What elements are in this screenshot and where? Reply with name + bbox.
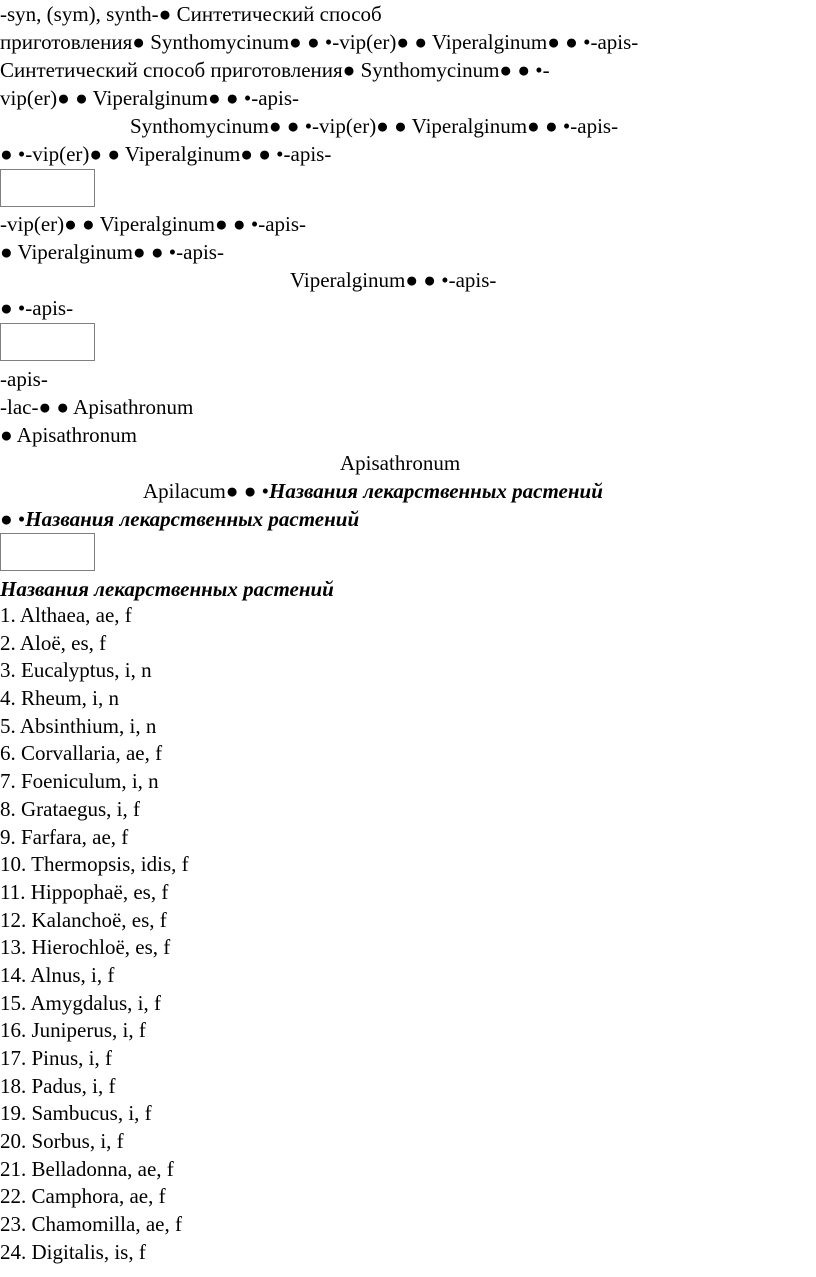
list-item: 5. Absinthium, i, n: [0, 713, 157, 738]
plant-list: [0, 602, 189, 1267]
list-item: 1. Althaea, ae, f: [0, 603, 132, 627]
fragment-line-3: Синтетический способ приготовления● Synthomycinum● ● •-: [0, 58, 550, 82]
list-item: 10. Thermopsis, idis, f: [0, 852, 189, 877]
fragment-line-9: Viperalginum● ● •-apis-: [290, 268, 497, 292]
fragment-line-8: ● Viperalginum● ● •-apis-: [0, 240, 224, 264]
list-item: 20. Sorbus, i, f: [0, 1129, 124, 1154]
list-item: 22. Camphora, ae, f: [0, 1184, 166, 1209]
fragment-line-2: приготовления● Synthomycinum● ● •-vip(er)● ● Viperalginum● ● •-apis-: [0, 30, 639, 54]
list-item: 17. Pinus, i, f: [0, 1046, 113, 1070]
list-item: 12. Kalanchoё, es, f: [0, 907, 167, 932]
fragment-line-11: -apis-: [0, 367, 48, 391]
fragment-line-5: Synthomycinum● ● •-vip(er)● ● Viperalginum● ● •-apis-: [130, 114, 619, 138]
list-item: 11. Hippophaё, es, f: [0, 879, 169, 904]
fragment-line-1: -syn, (sym), synth-● Синтетический способ: [0, 2, 382, 26]
list-item: 24. Digitalis, is, f: [0, 1239, 146, 1264]
fragment-line-15-italic: Названия лекарственных растений: [269, 479, 603, 503]
list-item: 4. Rheum, i, n: [0, 686, 119, 711]
fragment-line-15: [143, 477, 603, 505]
list-item: 9. Farfara, ae, f: [0, 824, 129, 849]
list-item: 13. Hierochloё, es, f: [0, 935, 171, 960]
list-item: 2. Aloё, es, f: [0, 630, 107, 655]
list-item: 8. Grataegus, i, f: [0, 796, 140, 821]
list-item: 18. Padus, i, f: [0, 1073, 116, 1098]
fragment-line-10: ● •-apis-: [0, 296, 74, 320]
placeholder-box-3: [0, 533, 95, 571]
fragment-line-15-plain: Apilacum● ● •: [143, 479, 270, 503]
placeholder-box-1: [0, 169, 95, 207]
fragment-line-12: -lac-● ● Apisathronum: [0, 395, 194, 419]
fragment-line-16-italic: Названия лекарственных растений: [25, 507, 360, 531]
fragment-line-16-plain: ● •: [0, 507, 26, 531]
fragment-line-4: vip(er)● ● Viperalginum● ● •-apis-: [0, 86, 300, 110]
section-heading: Названия лекарственных растений: [0, 577, 334, 601]
list-item: 16. Juniperus, i, f: [0, 1018, 146, 1043]
list-item: 15. Amygdalus, i, f: [0, 990, 161, 1015]
placeholder-box-2: [0, 323, 95, 361]
list-item: 3. Eucalyptus, i, n: [0, 658, 152, 683]
list-item: 14. Alnus, i, f: [0, 962, 115, 987]
fragment-line-14: Apisathronum: [340, 451, 461, 475]
list-item: 7. Foeniculum, i, n: [0, 769, 159, 794]
fragment-line-16: [0, 505, 359, 533]
list-item: 19. Sambucus, i, f: [0, 1101, 152, 1126]
fragment-line-13: ● Apisathronum: [0, 423, 137, 447]
list-item: 6. Corvallaria, ae, f: [0, 741, 163, 766]
list-item: 21. Belladonna, ae, f: [0, 1156, 174, 1181]
fragment-line-7: -vip(er)● ● Viperalginum● ● •-apis-: [0, 212, 307, 236]
list-item: 23. Chamomilla, ae, f: [0, 1212, 182, 1237]
fragment-line-6: ● •-vip(er)● ● Viperalginum● ● •-apis-: [0, 142, 332, 166]
